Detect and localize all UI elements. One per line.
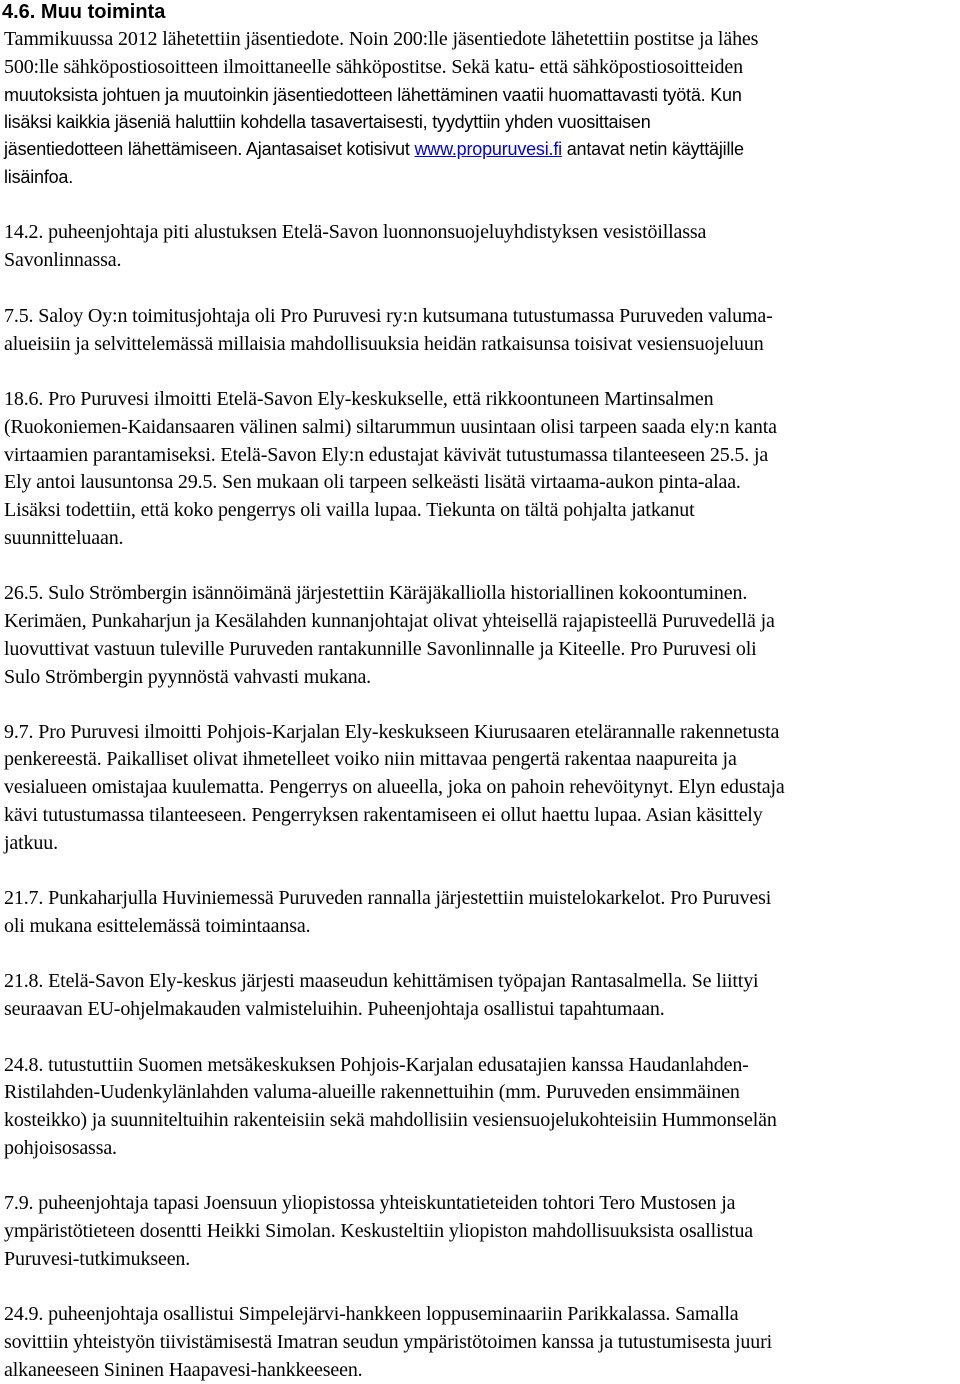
text-line: seuraavan EU-ohjelmakauden valmisteluihin. Puheenjohtaja osallistui tapahtumaan. (4, 998, 665, 1020)
text-line: Sulo Strömbergin pyynnöstä vahvasti mukana. (4, 666, 372, 688)
text-line: 21.8. Etelä-Savon Ely-keskus järjesti maaseudun kehittämisen työpajan Rantasalmella. Se liittyi (4, 970, 759, 992)
text-line: jatkuu. (4, 832, 58, 854)
text-line: kosteikko) ja suunniteltuihin rakenteisiin sekä mahdollisiin vesiensuojelukohteisiin Hummonselän (4, 1109, 777, 1131)
text-line: 7.9. puheenjohtaja tapasi Joensuun yliopistossa yhteiskuntatieteiden tohtori Tero Mustosen ja (4, 1192, 736, 1214)
section-heading: 4.6. Muu toiminta (2, 1, 166, 23)
text-line: 24.9. puheenjohtaja osallistui Simpelejärvi-hankkeen loppuseminaariin Parikkalassa. Samalla (4, 1303, 739, 1325)
text-fragment: antavat netin käyttäjille (561, 139, 744, 159)
text-line: 500:lle sähköpostiosoitteen ilmoittaneelle sähköpostitse. Sekä katu- että sähköpostiosoitteiden (4, 56, 743, 78)
text-line: kävi tutustumassa tilanteeseen. Pengerryksen rakentamiseen ei ollut haettu lupaa. Asian käsittely (4, 804, 763, 826)
text-line: 14.2. puheenjohtaja piti alustuksen Etelä-Savon luonnonsuojeluyhdistyksen vesistöillassa (4, 221, 707, 243)
text-line: alkaneeseen Sininen Haapavesi-hankkeeseen. (4, 1359, 363, 1381)
text-line: ympäristötieteen dosentti Heikki Simolan. Keskusteltiin yliopiston mahdollisuuksista osallistua (4, 1220, 754, 1242)
text-line: Lisäksi todettiin, että koko pengerrys oli vailla lupaa. Tiekunta on tältä pohjalta jatkanut (4, 499, 695, 521)
text-line: luovuttivat vastuun tuleville Puruveden rantakunnille Savonlinnalle ja Kiteelle. Pro Puruvesi oli (4, 638, 757, 660)
text-line: Ristilahden-Uudenkylänlahden valuma-alueille rakennettuihin (mm. Puruveden ensimmäinen (4, 1081, 740, 1103)
text-line: sovittiin yhteistyön tiivistämisestä Imatran seudun ympäristötoimen kanssa ja tutustumisesta juuri (4, 1331, 772, 1353)
text-line: Puruvesi-tutkimukseen. (4, 1248, 191, 1270)
text-line: Ely antoi lausuntonsa 29.5. Sen mukaan oli tarpeen selkeästi lisätä virtaama-aukon pinta-alaa. (4, 471, 741, 493)
text-line: 9.7. Pro Puruvesi ilmoitti Pohjois-Karjalan Ely-keskukseen Kiurusaaren etelärannalle rakennetusta (4, 721, 780, 743)
text-line: (Ruokoniemen-Kaidansaaren välinen salmi) siltarummun uusintaan olisi tarpeen saada ely:n kanta (4, 416, 777, 438)
website-link[interactable]: www.propuruvesi.fi (414, 139, 562, 159)
text-line: Kerimäen, Punkaharjun ja Kesälahden kunnanjohtajat olivat yhteisellä rajapisteellä Puruvedellä ja (4, 610, 775, 632)
text-line: penkereestä. Paikalliset olivat ihmetelleet voiko niin mittavaa pengertä rakentaa naapureita ja (4, 748, 737, 770)
text-line: Savonlinnassa. (4, 249, 122, 271)
text-line: virtaamien parantamiseksi. Etelä-Savon Ely:n edustajat kävivät tutustumassa tilanteeseen 25.5. ja (4, 444, 769, 466)
text-line: vesialueen omistajaa kuulematta. Pengerrys on alueella, joka on pahoin rehevöitynyt. Elyn edustaja (4, 776, 785, 798)
text-line: Tammikuussa 2012 lähetettiin jäsentiedote. Noin 200:lle jäsentiedote lähetettiin postitse ja lähes (4, 28, 759, 50)
text-line: lisäinfoa. (4, 167, 74, 187)
text-fragment: jäsentiedotteen lähettämiseen. Ajantasaiset kotisivut (4, 139, 415, 159)
text-line: oli mukana esittelemässä toimintaansa. (4, 915, 311, 937)
text-line: 7.5. Saloy Oy:n toimitusjohtaja oli Pro Puruvesi ry:n kutsumana tutustumassa Puruveden valuma- (4, 305, 773, 327)
text-line: 18.6. Pro Puruvesi ilmoitti Etelä-Savon Ely-keskukselle, että rikkoontuneen Martinsalmen (4, 388, 714, 410)
text-line: alueisiin ja selvittelemässä millaisia mahdollisuuksia heidän ratkaisunsa toisivat vesiensuojeluun (4, 333, 764, 355)
text-line (4, 135, 744, 163)
text-line: muutoksista johtuen ja muutoinkin jäsentiedotteen lähettäminen vaatii huomattavasti työtä. Kun (4, 85, 742, 105)
text-line: 24.8. tutustuttiin Suomen metsäkeskuksen Pohjois-Karjalan edusatajien kanssa Haudanlahden- (4, 1054, 749, 1076)
text-line: 26.5. Sulo Strömbergin isännöimänä järjestettiin Käräjäkalliolla historiallinen kokoontuminen. (4, 582, 748, 604)
text-line: 21.7. Punkaharjulla Huviniemessä Puruveden rannalla järjestettiin muistelokarkelot. Pro Puruvesi (4, 887, 772, 909)
text-line: pohjoisosassa. (4, 1137, 117, 1159)
text-line: lisäksi kaikkia jäseniä haluttiin kohdella tasavertaisesti, tyydyttiin yhden vuosittaisen (4, 112, 651, 132)
text-line: suunnitteluaan. (4, 527, 124, 549)
